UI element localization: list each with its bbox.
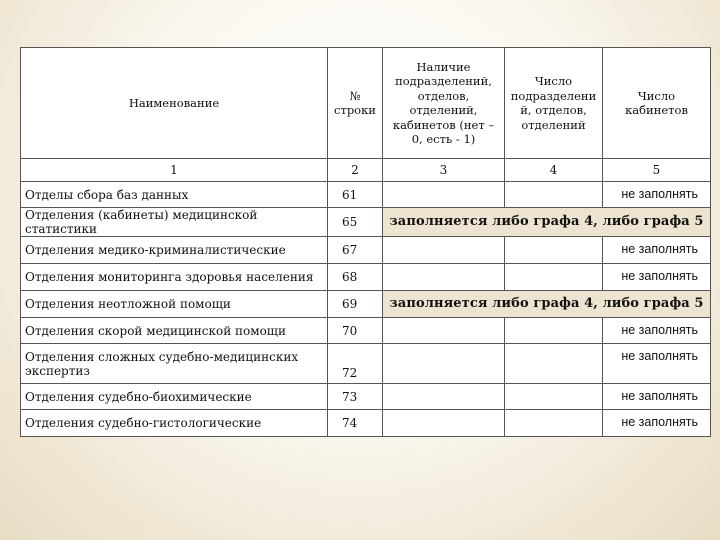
departments-count-cell[interactable]	[505, 237, 603, 264]
table-row	[21, 182, 711, 208]
row-name: Отделения медико-криминалистические	[21, 237, 328, 264]
departments-count-cell[interactable]	[505, 410, 603, 437]
presence-cell[interactable]	[383, 318, 505, 344]
row-name: Отделения сложных судебно-медицинских экспертиз	[21, 344, 328, 384]
column-number: 3	[383, 159, 505, 182]
presence-cell[interactable]	[383, 410, 505, 437]
fill-note: не заполнять	[603, 344, 711, 384]
fill-note: не заполнять	[603, 237, 711, 264]
row-code: 61	[328, 182, 383, 208]
row-name: Отделения судебно-гистологические	[21, 410, 328, 437]
presence-cell[interactable]	[383, 344, 505, 384]
table-row	[21, 410, 711, 437]
row-code: 68	[328, 264, 383, 291]
fill-note: не заполнять	[603, 384, 711, 410]
fill-note: не заполнять	[603, 182, 711, 208]
departments-count-cell[interactable]	[505, 264, 603, 291]
column-number: 1	[21, 159, 328, 182]
row-name: Отделения судебно-биохимические	[21, 384, 328, 410]
header-name: Наименование	[21, 48, 328, 159]
presence-cell[interactable]	[383, 182, 505, 208]
row-code: 74	[328, 410, 383, 437]
row-code: 72	[328, 344, 383, 384]
fill-note: не заполнять	[603, 264, 711, 291]
departments-count-cell[interactable]	[505, 384, 603, 410]
departments-count-cell[interactable]	[505, 182, 603, 208]
report-table	[20, 47, 711, 437]
row-code: 67	[328, 237, 383, 264]
row-name: Отделы сбора баз данных	[21, 182, 328, 208]
column-number: 2	[328, 159, 383, 182]
table-row	[21, 344, 711, 384]
column-numbers-row	[21, 159, 711, 182]
header-row	[21, 48, 711, 159]
table-row	[21, 237, 711, 264]
column-number: 5	[603, 159, 711, 182]
header-presence: Наличие подразделений, отделов, отделений, кабинетов (нет – 0, есть - 1)	[383, 48, 505, 159]
header-row-number: № строки	[328, 48, 383, 159]
row-name: Отделения неотложной помощи	[21, 291, 328, 318]
row-code: 69	[328, 291, 383, 318]
fill-note: не заполнять	[603, 410, 711, 437]
fill-note: не заполнять	[603, 318, 711, 344]
table-row	[21, 208, 711, 237]
departments-count-cell[interactable]	[505, 344, 603, 384]
row-code: 70	[328, 318, 383, 344]
header-rooms-count: Число кабинетов	[603, 48, 711, 159]
table-row	[21, 264, 711, 291]
departments-count-cell[interactable]	[505, 318, 603, 344]
table-row	[21, 384, 711, 410]
presence-cell[interactable]	[383, 237, 505, 264]
column-number: 4	[505, 159, 603, 182]
either-column-note: заполняется либо графа 4, либо графа 5	[383, 291, 711, 318]
row-name: Отделения (кабинеты) медицинской статистики	[21, 208, 328, 237]
row-code: 65	[328, 208, 383, 237]
table-row	[21, 318, 711, 344]
either-column-note: заполняется либо графа 4, либо графа 5	[383, 208, 711, 237]
row-name: Отделения мониторинга здоровья населения	[21, 264, 328, 291]
row-code: 73	[328, 384, 383, 410]
table-row	[21, 291, 711, 318]
header-departments-count: Число подразделени й, отделов, отделений	[505, 48, 603, 159]
presence-cell[interactable]	[383, 264, 505, 291]
row-name: Отделения скорой медицинской помощи	[21, 318, 328, 344]
presence-cell[interactable]	[383, 384, 505, 410]
